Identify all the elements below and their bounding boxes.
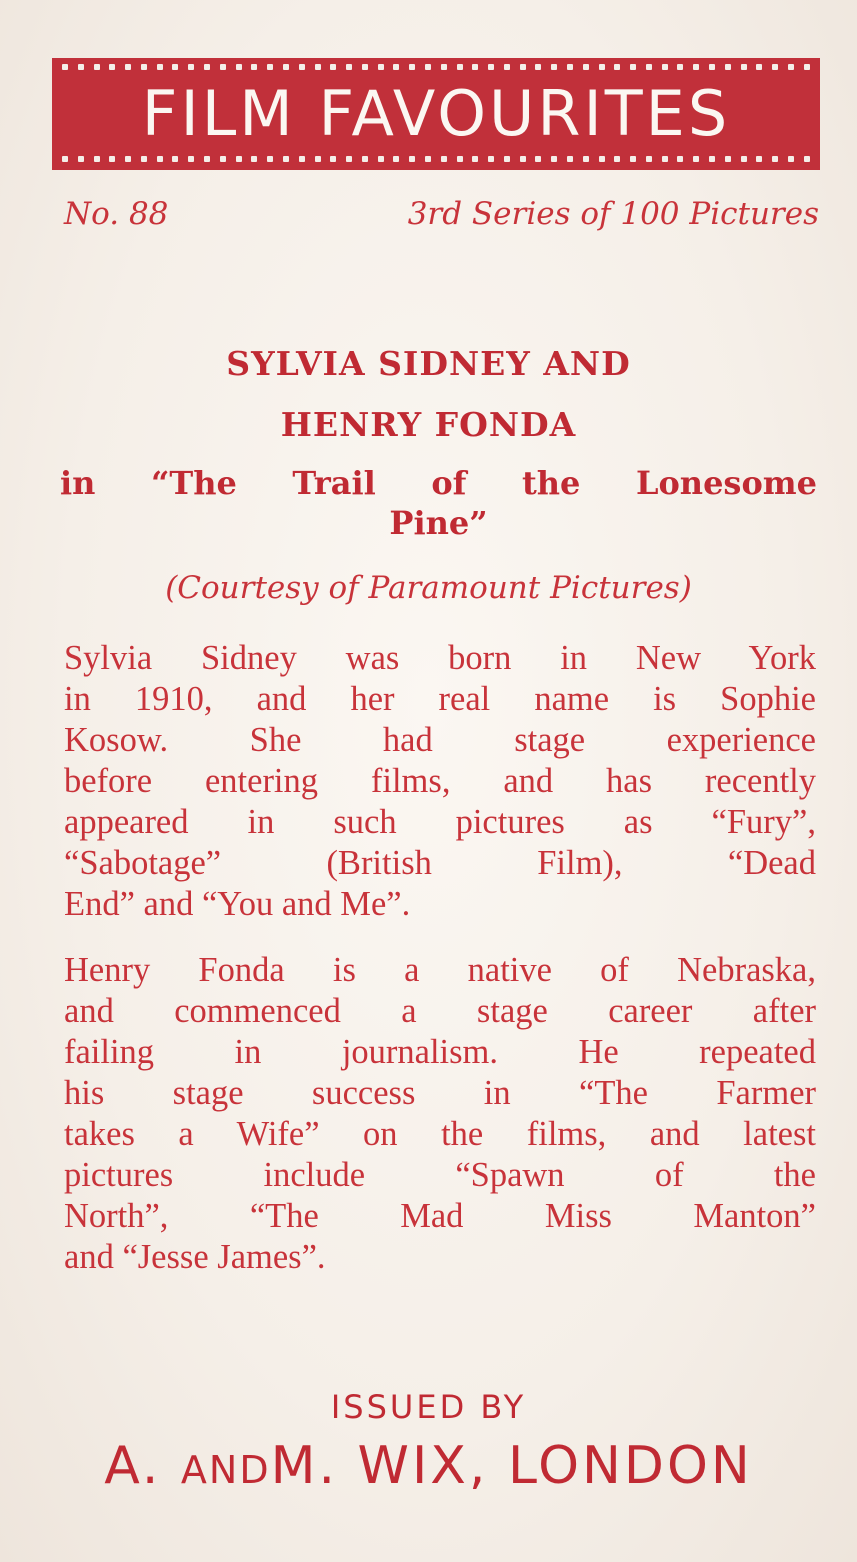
perforation-hole — [693, 156, 699, 162]
perforation-hole — [772, 156, 778, 162]
perforation-hole — [457, 156, 463, 162]
perforation-hole — [109, 156, 115, 162]
perforation-hole — [172, 156, 178, 162]
perforation-hole — [315, 64, 321, 70]
perforation-hole — [141, 156, 147, 162]
perforation-hole — [125, 64, 131, 70]
perforation-hole — [157, 156, 163, 162]
perforation-hole — [756, 156, 762, 162]
film-title-line-2: Pine” — [389, 504, 488, 542]
paragraph-henry-fonda — [64, 950, 816, 1278]
perforation-hole — [725, 64, 731, 70]
paragraph-line: takes a Wife” on the films, and latest — [64, 1115, 816, 1153]
perforation-hole — [362, 64, 368, 70]
perforation-hole — [599, 64, 605, 70]
perforation-hole — [409, 64, 415, 70]
perforation-hole — [583, 64, 589, 70]
perforation-hole — [346, 156, 352, 162]
perforation-hole — [756, 64, 762, 70]
perforation-hole — [504, 156, 510, 162]
perforation-hole — [362, 156, 368, 162]
perforation-hole — [188, 64, 194, 70]
perforation-hole — [741, 64, 747, 70]
perforation-hole — [472, 64, 478, 70]
perforation-hole — [299, 64, 305, 70]
publisher-name — [0, 1436, 857, 1496]
perforation-hole — [330, 64, 336, 70]
paragraph-line: and “Jesse James”. — [64, 1238, 326, 1276]
perforation-hole — [141, 64, 147, 70]
perforation-hole — [78, 156, 84, 162]
perforation-hole — [94, 156, 100, 162]
perforation-hole — [614, 156, 620, 162]
perforation-hole — [630, 64, 636, 70]
paragraph-line: his stage success in “The Farmer — [64, 1074, 816, 1112]
perforation-hole — [788, 156, 794, 162]
perforation-hole — [283, 156, 289, 162]
perforation-hole — [220, 156, 226, 162]
perforation-hole — [220, 64, 226, 70]
publisher-rest: M. WIX, LONDON — [270, 1436, 753, 1496]
series-title: FILM FAVOURITES — [141, 77, 731, 150]
paragraph-line: failing in journalism. He repeated — [64, 1033, 816, 1071]
perforation-hole — [441, 64, 447, 70]
paragraph-line: Henry Fonda is a native of Nebraska, — [64, 951, 816, 989]
perforation-hole — [299, 156, 305, 162]
card-number: No. 88 — [64, 196, 169, 232]
perforation-hole — [693, 64, 699, 70]
film-perforations-bottom — [62, 156, 810, 164]
perforation-hole — [94, 64, 100, 70]
series-info: 3rd Series of 100 Pictures — [407, 196, 819, 232]
header-banner — [52, 58, 820, 170]
perforation-hole — [551, 64, 557, 70]
perforation-hole — [315, 156, 321, 162]
perforation-hole — [425, 64, 431, 70]
perforation-hole — [709, 64, 715, 70]
perforation-hole — [741, 156, 747, 162]
perforation-hole — [488, 64, 494, 70]
perforation-hole — [457, 64, 463, 70]
perforation-hole — [646, 64, 652, 70]
perforation-hole — [236, 156, 242, 162]
perforation-hole — [535, 64, 541, 70]
perforation-hole — [472, 156, 478, 162]
perforation-hole — [125, 156, 131, 162]
paragraph-sylvia-sidney — [64, 638, 816, 925]
perforation-hole — [267, 156, 273, 162]
perforation-hole — [677, 64, 683, 70]
perforation-hole — [662, 64, 668, 70]
paragraph-line: “Sabotage” (British Film), “Dead — [64, 844, 816, 882]
paragraph-line: before entering films, and has recently — [64, 762, 816, 800]
paragraph-line: appeared in such pictures as “Fury”, — [64, 803, 816, 841]
perforation-hole — [567, 156, 573, 162]
perforation-hole — [409, 156, 415, 162]
film-title — [60, 463, 817, 543]
perforation-hole — [725, 156, 731, 162]
perforation-hole — [662, 156, 668, 162]
issued-by-label: ISSUED BY — [330, 1388, 527, 1426]
perforation-hole — [236, 64, 242, 70]
perforation-hole — [62, 64, 68, 70]
perforation-hole — [283, 64, 289, 70]
perforation-hole — [646, 156, 652, 162]
perforation-hole — [109, 64, 115, 70]
publisher-initial: A. — [104, 1436, 162, 1496]
perforation-hole — [78, 64, 84, 70]
perforation-hole — [583, 156, 589, 162]
perforation-hole — [204, 64, 210, 70]
perforation-hole — [772, 64, 778, 70]
film-perforations-top — [62, 64, 810, 72]
perforation-hole — [599, 156, 605, 162]
paragraph-line: North”, “The Mad Miss Manton” — [64, 1197, 816, 1235]
perforation-hole — [251, 156, 257, 162]
perforation-hole — [172, 64, 178, 70]
perforation-hole — [188, 156, 194, 162]
perforation-hole — [788, 64, 794, 70]
headline-line-1: SYLVIA SIDNEY AND — [226, 344, 631, 383]
perforation-hole — [393, 64, 399, 70]
paragraph-line: in 1910, and her real name is Sophie — [64, 680, 816, 718]
courtesy-credit: (Courtesy of Paramount Pictures) — [165, 570, 692, 606]
perforation-hole — [488, 156, 494, 162]
perforation-hole — [709, 156, 715, 162]
perforation-hole — [630, 156, 636, 162]
perforation-hole — [520, 156, 526, 162]
perforation-hole — [157, 64, 163, 70]
paragraph-line: Sylvia Sidney was born in New York — [64, 639, 816, 677]
perforation-hole — [677, 156, 683, 162]
paragraph-line: Kosow. She had stage experience — [64, 721, 816, 759]
perforation-hole — [267, 64, 273, 70]
perforation-hole — [567, 64, 573, 70]
perforation-hole — [346, 64, 352, 70]
perforation-hole — [378, 64, 384, 70]
perforation-hole — [425, 156, 431, 162]
paragraph-line: and commenced a stage career after — [64, 992, 816, 1030]
perforation-hole — [804, 64, 810, 70]
perforation-hole — [251, 64, 257, 70]
perforation-hole — [393, 156, 399, 162]
perforation-hole — [551, 156, 557, 162]
perforation-hole — [504, 64, 510, 70]
perforation-hole — [535, 156, 541, 162]
perforation-hole — [62, 156, 68, 162]
headline-line-2: HENRY FONDA — [280, 405, 577, 444]
perforation-hole — [520, 64, 526, 70]
perforation-hole — [204, 156, 210, 162]
perforation-hole — [441, 156, 447, 162]
paragraph-line: End” and “You and Me”. — [64, 885, 411, 923]
perforation-hole — [614, 64, 620, 70]
film-title-line-1: in “The Trail of the Lonesome — [60, 464, 817, 502]
perforation-hole — [804, 156, 810, 162]
paragraph-line: pictures include “Spawn of the — [64, 1156, 816, 1194]
perforation-hole — [378, 156, 384, 162]
perforation-hole — [330, 156, 336, 162]
publisher-and: AND — [180, 1448, 271, 1492]
